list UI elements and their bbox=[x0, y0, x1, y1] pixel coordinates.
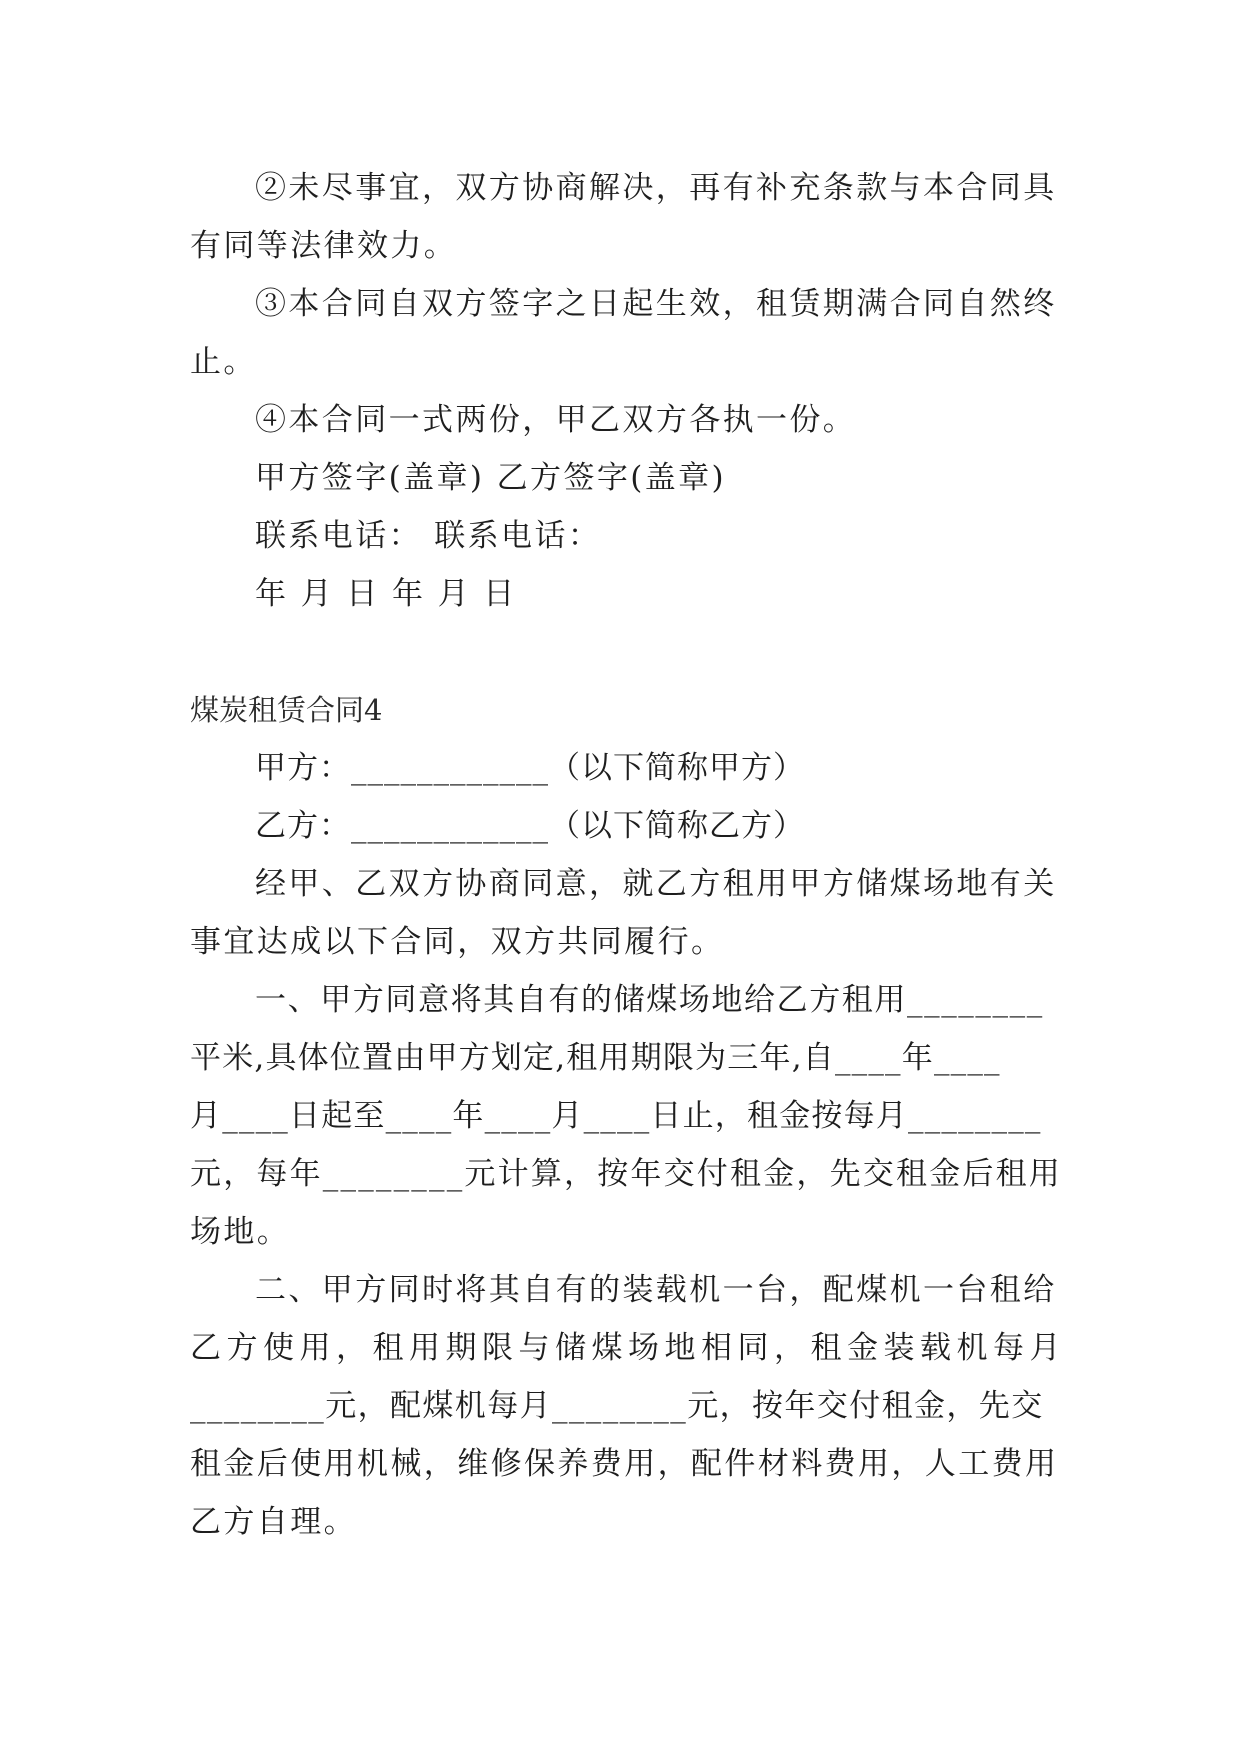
article-1-line-4: 元，每年________元计算，按年交付租金，先交租金后租用 bbox=[190, 1156, 1062, 1192]
article-2-line-5: 乙方自理。 bbox=[190, 1504, 357, 1540]
clause-4: ④本合同一式两份，甲乙双方各执一份。 bbox=[255, 402, 857, 438]
article-1-line-3: 月____日起至____年____月____日止，租金按每月________ bbox=[190, 1098, 1042, 1134]
article-2-line-4: 租金后使用机械，维修保养费用，配件材料费用，人工费用 bbox=[190, 1446, 1059, 1482]
article-2-line-2: 乙方使用，租用期限与储煤场地相同，租金装载机每月 bbox=[190, 1330, 1066, 1366]
clause-3-line-2: 止。 bbox=[190, 344, 257, 380]
article-1-line-1: 一、甲方同意将其自有的储煤场地给乙方租用________ bbox=[255, 982, 1044, 1018]
clause-2-line-1: ②未尽事宜，双方协商解决，再有补充条款与本合同具 bbox=[255, 170, 1057, 206]
clause-3-line-1: ③本合同自双方签字之日起生效，租赁期满合同自然终 bbox=[255, 286, 1057, 322]
party-b-line: 乙方：____________（以下简称乙方） bbox=[255, 808, 805, 844]
article-2-line-3: ________元，配煤机每月________元，按年交付租金，先交 bbox=[190, 1388, 1044, 1424]
article-1-line-5: 场地。 bbox=[190, 1214, 291, 1250]
signature-line: 甲方签字(盖章) 乙方签字(盖章) bbox=[255, 460, 727, 496]
date-line: 年 月 日 年 月 日 bbox=[255, 576, 517, 612]
article-1-line-2: 平米,具体位置由甲方划定,租用期限为三年,自____年____ bbox=[190, 1040, 1001, 1076]
clause-2-line-2: 有同等法律效力。 bbox=[190, 228, 458, 264]
contract-title: 煤炭租赁合同4 bbox=[190, 693, 383, 727]
intro-line-2: 事宜达成以下合同，双方共同履行。 bbox=[190, 924, 725, 960]
article-2-line-1: 二、甲方同时将其自有的装载机一台，配煤机一台租给 bbox=[255, 1272, 1057, 1308]
phone-line: 联系电话： 联系电话： bbox=[255, 518, 602, 554]
party-a-line: 甲方：____________（以下简称甲方） bbox=[255, 750, 805, 786]
intro-line-1: 经甲、乙双方协商同意，就乙方租用甲方储煤场地有关 bbox=[255, 866, 1057, 902]
